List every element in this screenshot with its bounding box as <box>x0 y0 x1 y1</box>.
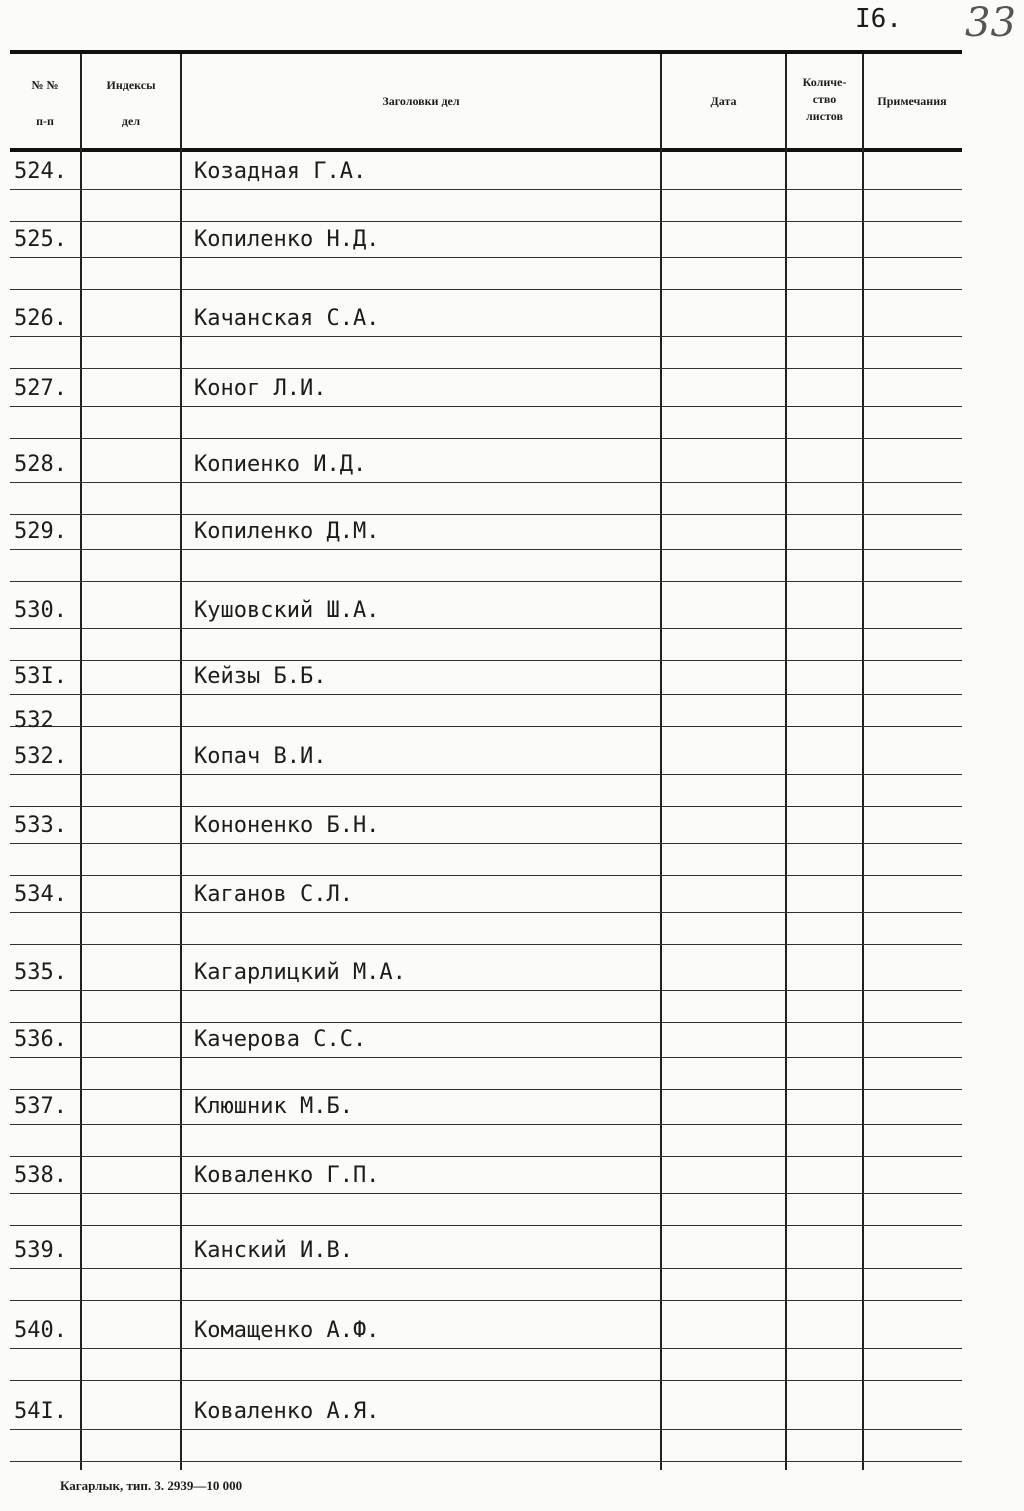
row-title: Клюшник М.Б. <box>194 1094 353 1119</box>
header-count-line3: листов <box>806 109 843 123</box>
row-underline <box>10 1348 962 1349</box>
extra-number: 532 <box>14 708 54 733</box>
header-date: Дата <box>710 94 737 108</box>
row-separator <box>10 944 962 945</box>
row-number: 525. <box>14 227 67 252</box>
register-table <box>10 50 962 1470</box>
row-number: 528. <box>14 452 67 477</box>
row-number: 535. <box>14 960 67 985</box>
row-number: 536. <box>14 1027 67 1052</box>
row-title: Коваленко А.Я. <box>194 1399 380 1424</box>
row-underline <box>10 912 962 913</box>
row-separator <box>10 1156 962 1157</box>
row-number: 529. <box>14 519 67 544</box>
divider-num-index <box>80 54 82 1470</box>
row-title: Каганов С.Л. <box>194 882 353 907</box>
row-number: 534. <box>14 882 67 907</box>
row-separator <box>10 660 962 661</box>
page-number: I6. <box>855 4 902 34</box>
row-underline <box>10 406 962 407</box>
row-separator <box>10 581 962 582</box>
header-notes: Примечания <box>877 94 947 108</box>
row-title: Кушовский Ш.А. <box>194 598 380 623</box>
row-title: Копач В.И. <box>194 744 327 769</box>
header-number-line2: п-п <box>36 114 54 128</box>
divider-title-date <box>660 54 662 1470</box>
row-title: Кагарлицкий М.А. <box>194 960 406 985</box>
row-separator <box>10 1380 962 1381</box>
row-separator <box>10 1300 962 1301</box>
row-underline <box>10 1057 962 1058</box>
row-number: 53I. <box>14 664 67 689</box>
row-underline <box>10 774 962 775</box>
row-number: 526. <box>14 306 67 331</box>
row-title: Комащенко А.Ф. <box>194 1318 380 1343</box>
row-underline <box>10 843 962 844</box>
row-separator <box>10 514 962 515</box>
header-count-line2: ство <box>812 92 837 106</box>
row-title: Кононенко Б.Н. <box>194 813 380 838</box>
divider-date-count <box>785 54 787 1470</box>
row-underline <box>10 1268 962 1269</box>
divider-index-title <box>180 54 182 1470</box>
divider-count-notes <box>862 54 864 1470</box>
row-separator <box>10 1461 962 1462</box>
header-bottom-border <box>10 148 962 152</box>
row-underline <box>10 1429 962 1430</box>
row-number: 527. <box>14 376 67 401</box>
header-index-line2: дел <box>121 114 141 128</box>
row-title: Копиленко Н.Д. <box>194 227 380 252</box>
row-number: 540. <box>14 1318 67 1343</box>
row-underline <box>10 257 962 258</box>
row-title: Коног Л.И. <box>194 376 327 401</box>
header-number-line1: № № <box>31 78 59 92</box>
row-separator <box>10 806 962 807</box>
row-underline <box>10 628 962 629</box>
row-separator <box>10 289 962 290</box>
header-title: Заголовки дел <box>382 94 460 108</box>
header-count-line1: Количе- <box>802 75 847 89</box>
row-title: Козадная Г.А. <box>194 159 367 184</box>
row-separator <box>10 1089 962 1090</box>
row-separator <box>10 438 962 439</box>
header-number <box>10 76 80 130</box>
table-top-border <box>10 50 962 54</box>
row-underline <box>10 482 962 483</box>
row-number: 538. <box>14 1163 67 1188</box>
row-underline <box>10 694 962 695</box>
printer-footer: Кагарлык, тип. 3. 2939—10 000 <box>60 1478 243 1493</box>
row-number: 537. <box>14 1094 67 1119</box>
row-title: Копиленко Д.М. <box>194 519 380 544</box>
row-number: 539. <box>14 1238 67 1263</box>
row-separator <box>10 875 962 876</box>
row-number: 524. <box>14 159 67 184</box>
row-title: Кейзы Б.Б. <box>194 664 327 689</box>
row-title: Качанская С.А. <box>194 306 380 331</box>
row-underline <box>10 1193 962 1194</box>
row-number: 530. <box>14 598 67 623</box>
row-underline <box>10 189 962 190</box>
row-underline <box>10 1124 962 1125</box>
row-underline <box>10 549 962 550</box>
header-index <box>82 76 180 130</box>
row-number: 533. <box>14 813 67 838</box>
row-separator <box>10 221 962 222</box>
row-title: Качерова С.С. <box>194 1027 367 1052</box>
folio-number: 33 <box>965 0 1016 46</box>
row-number: 532. <box>14 744 67 769</box>
header-index-line1: Индексы <box>106 78 156 92</box>
row-separator <box>10 726 962 727</box>
row-underline <box>10 990 962 991</box>
row-title: Копиенко И.Д. <box>194 452 367 477</box>
row-title: Коваленко Г.П. <box>194 1163 380 1188</box>
row-title: Канский И.В. <box>194 1238 353 1263</box>
row-separator <box>10 1225 962 1226</box>
row-separator <box>10 1022 962 1023</box>
row-number: 54I. <box>14 1399 67 1424</box>
row-underline <box>10 336 962 337</box>
header-count <box>787 74 862 125</box>
row-separator <box>10 368 962 369</box>
